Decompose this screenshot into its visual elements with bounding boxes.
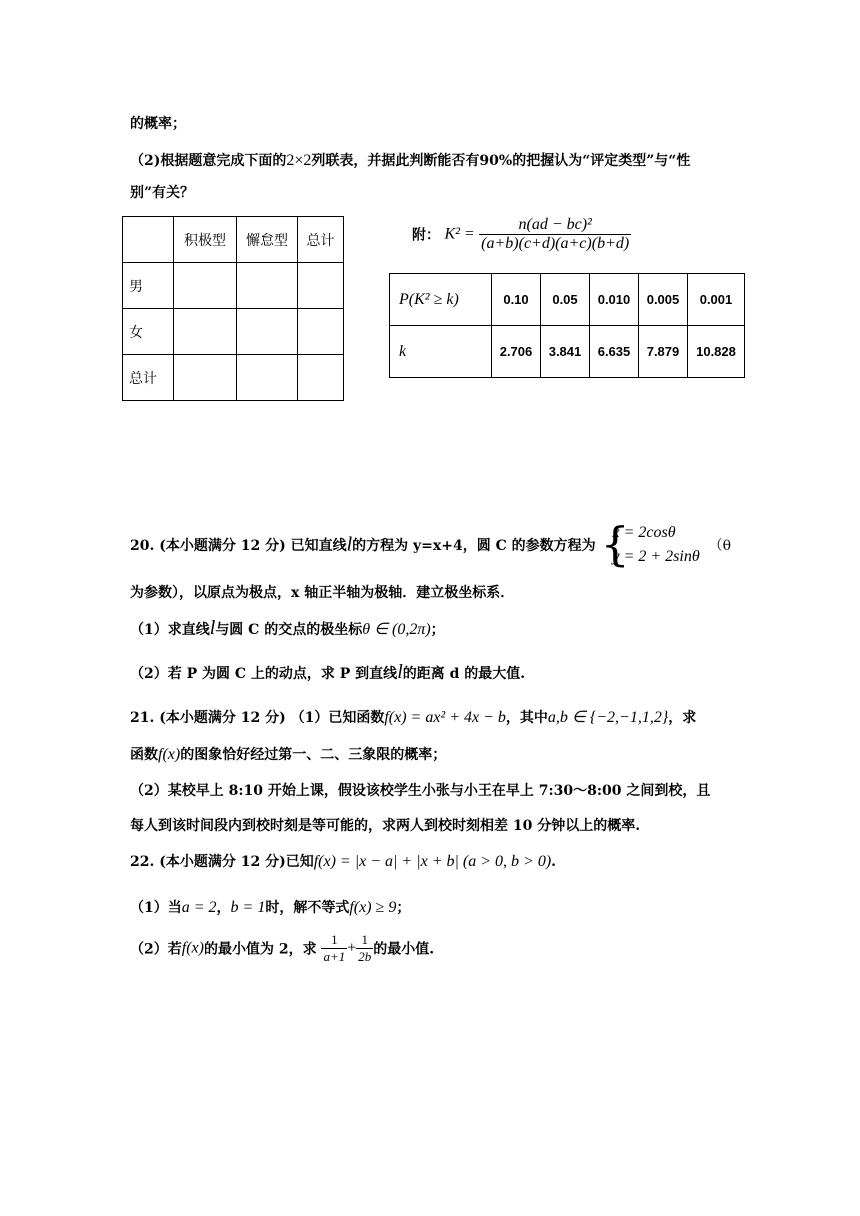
q22-p1-text: （1）当 xyxy=(130,900,182,916)
q21-p1-func: f(x) xyxy=(158,746,181,763)
q22-p2-text3: 的最小值. xyxy=(373,941,435,958)
fraction-numerator: 1 xyxy=(321,932,347,949)
row-label: 男 xyxy=(123,263,174,309)
part2-text-end: 列联表，并据此判断能否有90%的把握认为“评定类型”与“性 xyxy=(311,153,691,169)
table-cell xyxy=(174,355,237,401)
q22-fraction1 xyxy=(321,932,347,965)
q20-p1-text2: 与圆 C 的交点的极坐标 xyxy=(215,622,363,638)
table-cell: 0.05 xyxy=(541,274,590,326)
q22-intro-end: . xyxy=(551,854,557,870)
q20-p1-end: ； xyxy=(430,622,445,638)
fraction-numerator: 1 xyxy=(356,932,373,949)
table-row xyxy=(123,263,344,309)
q22-intro-text: 22. (本小题满分 12 分)已知 xyxy=(130,854,314,870)
q20-eq2: y = 2 + 2sinθ xyxy=(612,548,700,565)
row-label: k xyxy=(390,326,492,378)
table-cell: 7.879 xyxy=(639,326,688,378)
prev-question-part2-line2: 别”有关？ xyxy=(130,185,195,201)
q22-part1 xyxy=(130,897,410,917)
part2-math: 2×2 xyxy=(286,152,312,169)
prev-question-tail: 的概率； xyxy=(130,116,186,132)
table-cell xyxy=(174,263,237,309)
table-cell xyxy=(298,309,344,355)
table-header: 总计 xyxy=(298,217,344,263)
table-header: 懈怠型 xyxy=(237,217,298,263)
q20-part2 xyxy=(130,661,525,684)
q21-part1-line2 xyxy=(130,744,446,764)
table-cell: 3.841 xyxy=(541,326,590,378)
brace-icon: { xyxy=(600,517,630,571)
table-header: 积极型 xyxy=(174,217,237,263)
row-label: P(K² ≥ k) xyxy=(390,274,492,326)
q22-p2-math: f(x) xyxy=(181,939,204,957)
table-cell: 0.001 xyxy=(688,274,745,326)
part2-text: （2)根据题意完成下面的 xyxy=(130,153,287,169)
critical-value-table xyxy=(389,273,745,378)
q21-p1-text5: 的图象恰好经过第一、二、三象限的概率； xyxy=(180,747,447,763)
table-row xyxy=(123,355,344,401)
q22-p1-math3: f(x) ≥ 9 xyxy=(349,899,397,916)
table-cell: 0.010 xyxy=(590,274,639,326)
q22-p1-math2: b = 1 xyxy=(230,899,266,916)
q22-p2-text2: 的最小值为 2，求 xyxy=(203,941,317,958)
prev-question-part2 xyxy=(130,150,690,170)
q21-p1-text4: 函数 xyxy=(130,747,158,763)
q22-p1-text4: ； xyxy=(396,900,411,916)
q22-p2-text: （2）若 xyxy=(130,941,182,958)
table-cell: 0.005 xyxy=(639,274,688,326)
q20-intro-text: 20. (本小题满分 12 分) 已知直线 xyxy=(130,538,347,554)
fraction-denominator: 2b xyxy=(358,949,372,964)
table-row xyxy=(390,326,745,378)
q21-part1 xyxy=(130,707,696,727)
table-cell xyxy=(237,355,298,401)
q21-p1-text2: ，其中 xyxy=(505,710,548,726)
table-row xyxy=(123,217,344,263)
table-cell xyxy=(174,309,237,355)
q21-p1-set: a,b ∈ {−2,−1,1,2} xyxy=(547,709,669,726)
table-row xyxy=(123,309,344,355)
q20-p2-text: （2）若 P 为圆 C 上的动点，求 P 到直线 xyxy=(130,666,398,682)
q20-l: l xyxy=(209,617,216,639)
table-cell: 6.635 xyxy=(590,326,639,378)
table-cell: 2.706 xyxy=(492,326,541,378)
q20-parametric-system xyxy=(600,517,700,571)
q22-p1-math1: a = 2 xyxy=(181,899,217,916)
appendix-formula xyxy=(412,216,631,253)
table-cell xyxy=(123,217,174,263)
q20-eq1: x = 2cosθ xyxy=(612,524,676,541)
q20-paren: （θ xyxy=(708,538,732,554)
table-cell: 10.828 xyxy=(688,326,745,378)
q21-part2: （2）某校早上 8:10 开始上课，假设该校学生小张与小王在早上 7:30～8:00 之间到校，且 xyxy=(130,783,711,799)
contingency-table xyxy=(122,216,344,401)
q20-l: l xyxy=(346,533,353,556)
table-cell xyxy=(298,263,344,309)
q22-part2 xyxy=(130,932,434,972)
table-row xyxy=(390,274,745,326)
q20-l: l xyxy=(397,661,403,683)
table-cell xyxy=(237,263,298,309)
plus-sign: + xyxy=(347,939,357,957)
q20-intro-text2: 的方程为 y=x+4，圆 C 的参数方程为 xyxy=(352,538,596,554)
q22-intro xyxy=(130,851,556,871)
formula-fraction xyxy=(479,216,631,253)
q20-p2-text2: 的距离 d 的最大值. xyxy=(402,666,526,682)
q22-intro-math: f(x) = |x − a| + |x + b| (a > 0, b > 0) xyxy=(313,853,552,870)
q22-fraction2 xyxy=(356,932,373,965)
row-label: 总计 xyxy=(123,355,174,401)
formula-lhs: K² = xyxy=(444,225,475,243)
formula-numerator: n(ad − bc)² xyxy=(479,216,631,235)
q20-p1-text: （1）求直线 xyxy=(130,622,210,638)
formula-denominator: (a+b)(c+d)(a+c)(b+d) xyxy=(481,235,630,252)
q21-part2-line2: 每人到该时间段内到校时刻是等可能的，求两人到校时刻相差 10 分钟以上的概率. xyxy=(130,818,641,834)
q20-intro xyxy=(130,517,732,571)
q20-p1-math: θ ∈ (0,2π) xyxy=(362,621,431,638)
table-cell: 0.10 xyxy=(492,274,541,326)
q20-part1 xyxy=(130,617,445,640)
row-label: 女 xyxy=(123,309,174,355)
q22-p1-text2: ， xyxy=(216,900,231,916)
q21-p1-math: f(x) = ax² + 4x − b xyxy=(384,709,506,726)
q22-p1-text3: 时，解不等式 xyxy=(265,900,350,916)
q21-p1-text: 21. (本小题满分 12 分) （1）已知函数 xyxy=(130,710,385,726)
q20-line2: 为参数），以原点为极点，x 轴正半轴为极轴．建立极坐标系． xyxy=(130,585,515,601)
table-cell xyxy=(237,309,298,355)
table-cell xyxy=(298,355,344,401)
fraction-denominator: a+1 xyxy=(323,949,346,964)
q21-p1-text3: ，求 xyxy=(668,710,697,726)
appendix-label: 附： xyxy=(412,227,440,244)
